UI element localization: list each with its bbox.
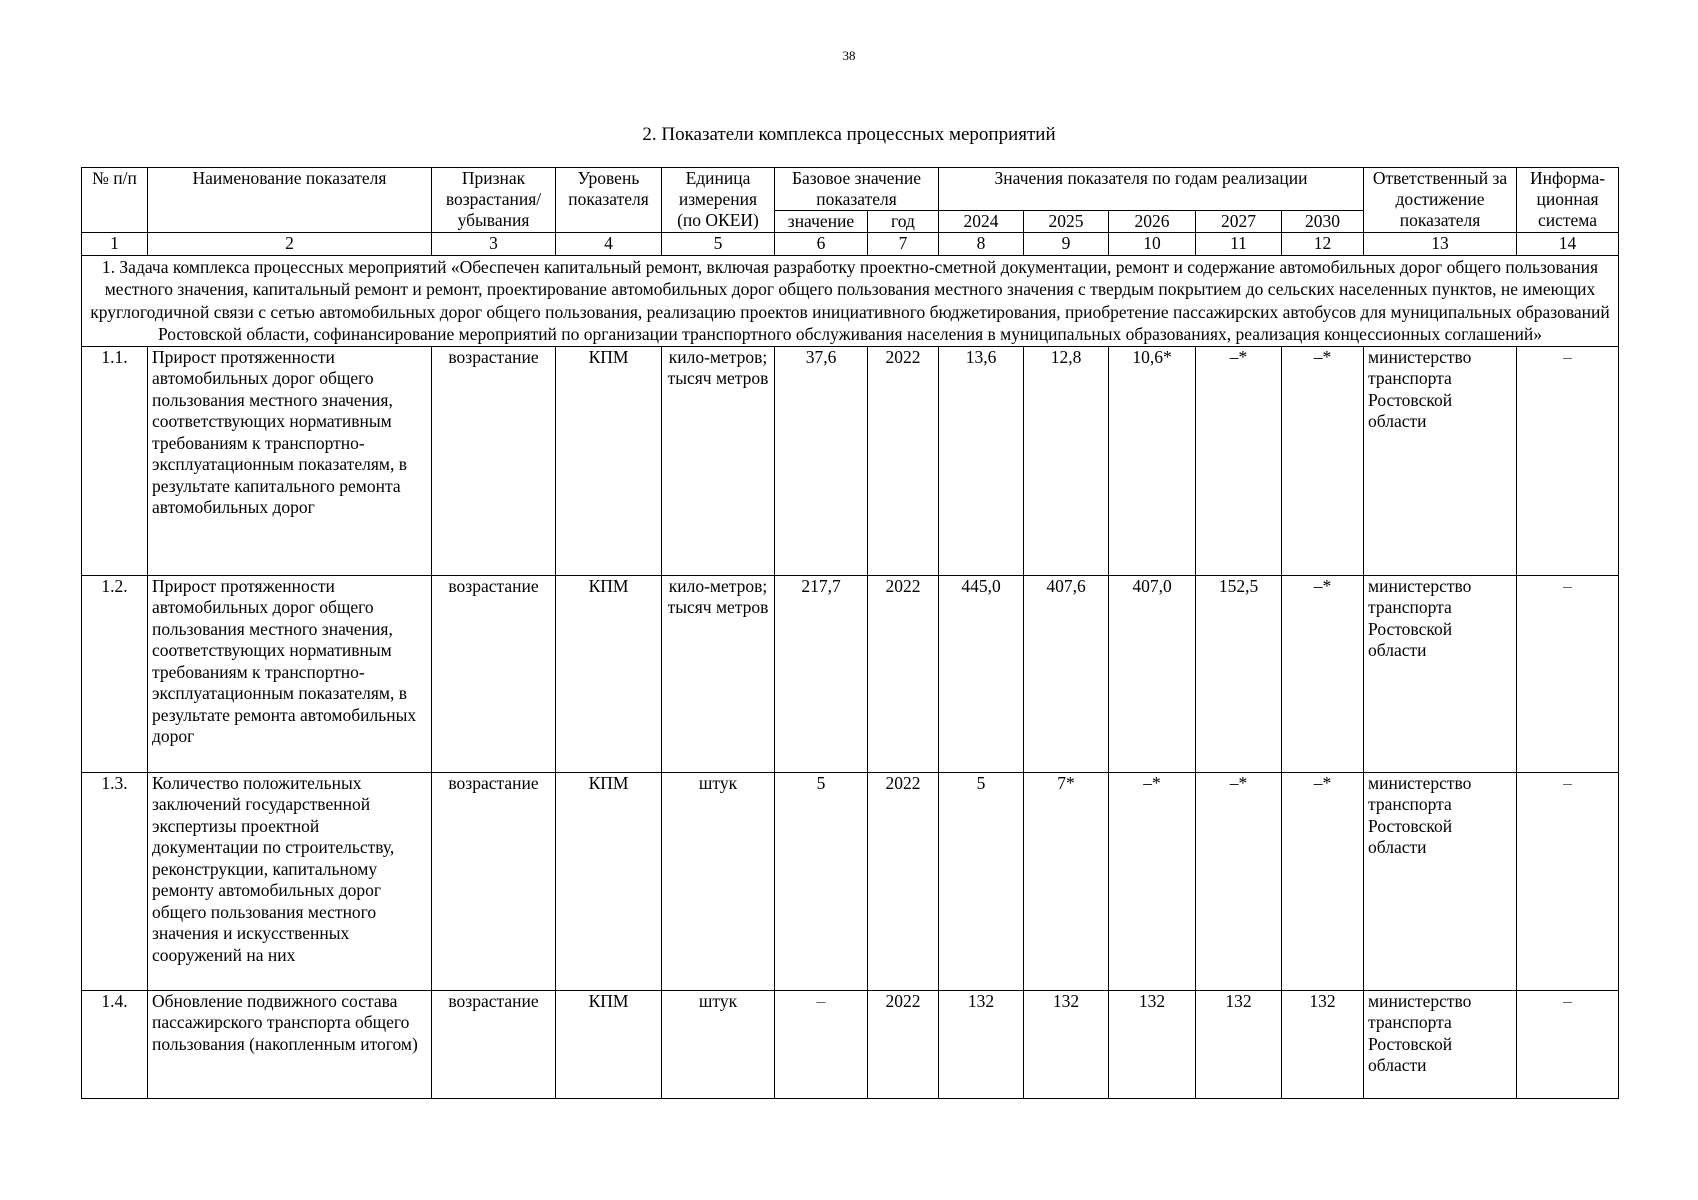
unit-cell: штук <box>662 772 775 990</box>
header-unit: Единица измерения (по ОКЕИ) <box>662 168 775 233</box>
column-number: 8 <box>939 233 1024 256</box>
page-number: 38 <box>842 48 856 63</box>
column-number: 14 <box>1517 233 1619 256</box>
table-row <box>82 575 1619 772</box>
header-values: Значения показателя по годам реализации <box>939 168 1364 211</box>
responsible-cell: министерство транспорта Ростовской области <box>1364 575 1517 772</box>
header-base-value: значение <box>775 211 868 233</box>
base-year-cell: 2022 <box>868 772 939 990</box>
value-2025-cell: 7* <box>1024 772 1109 990</box>
value-2024-cell: 445,0 <box>939 575 1024 772</box>
base-value-cell: 37,6 <box>775 346 868 575</box>
table-row <box>82 772 1619 990</box>
level-cell: КПМ <box>556 346 662 575</box>
value-2026-cell: 132 <box>1109 990 1196 1098</box>
row-number: 1.2. <box>82 575 148 772</box>
value-2025-cell: 407,6 <box>1024 575 1109 772</box>
column-number: 6 <box>775 233 868 256</box>
value-2024-cell: 13,6 <box>939 346 1024 575</box>
value-2030-cell: –* <box>1282 772 1364 990</box>
base-value-cell: – <box>775 990 868 1098</box>
value-2026-cell: –* <box>1109 772 1196 990</box>
column-number: 12 <box>1282 233 1364 256</box>
info-system-cell: – <box>1517 575 1619 772</box>
value-2030-cell: –* <box>1282 575 1364 772</box>
value-2030-cell: –* <box>1282 346 1364 575</box>
trend-cell: возрастание <box>432 575 556 772</box>
column-number: 11 <box>1196 233 1282 256</box>
unit-cell: штук <box>662 990 775 1098</box>
table-row <box>82 990 1619 1098</box>
header-row-top <box>82 168 1619 211</box>
column-number: 4 <box>556 233 662 256</box>
responsible-cell: министерство транспорта Ростовской области <box>1364 346 1517 575</box>
indicators-table <box>81 167 1619 1099</box>
header-level: Уровень показателя <box>556 168 662 233</box>
value-2024-cell: 5 <box>939 772 1024 990</box>
header-year-2026: 2026 <box>1109 211 1196 233</box>
header-year-2030: 2030 <box>1282 211 1364 233</box>
header-year-2025: 2025 <box>1024 211 1109 233</box>
column-number: 2 <box>148 233 432 256</box>
header-name: Наименование показателя <box>148 168 432 233</box>
value-2027-cell: 152,5 <box>1196 575 1282 772</box>
row-number: 1.4. <box>82 990 148 1098</box>
header-year-2024: 2024 <box>939 211 1024 233</box>
header-responsible: Ответственный за достижение показателя <box>1364 168 1517 233</box>
header-num: № п/п <box>82 168 148 233</box>
column-number: 5 <box>662 233 775 256</box>
level-cell: КПМ <box>556 772 662 990</box>
responsible-cell: министерство транспорта Ростовской области <box>1364 772 1517 990</box>
indicator-name: Прирост протяженности автомобильных дорог общего пользования местного значения, соответствующих нормативным требованиям к транспортно-эксплуатационным показателям, в результате капитального ремонта автомобильных дорог <box>148 346 432 575</box>
trend-cell: возрастание <box>432 772 556 990</box>
row-number: 1.1. <box>82 346 148 575</box>
level-cell: КПМ <box>556 990 662 1098</box>
column-number: 13 <box>1364 233 1517 256</box>
indicator-name: Прирост протяженности автомобильных дорог общего пользования местного значения, соответствующих нормативным требованиям к транспортно-эксплуатационным показателям, в результате ремонта автомобильных дорог <box>148 575 432 772</box>
column-number: 1 <box>82 233 148 256</box>
header-year-2027: 2027 <box>1196 211 1282 233</box>
base-value-cell: 217,7 <box>775 575 868 772</box>
task-description: 1. Задача комплекса процессных мероприятий «Обеспечен капитальный ремонт, включая разработку проектно-сметной документации, ремонт и содержание автомобильных дорог общего пользования местного значения, капитальный ремонт и ремонт, проектирование автомобильных дорог общего пользования местного значения с твердым покрытием до сельских населенных пунктов, не имеющих круглогодичной связи с сетью автомобильных дорог общего пользования, реализацию проектов инициативного бюджетирования, приобретение пассажирских автобусов для муниципальных образований Ростовской области, софинансирование мероприятий по организации транспортного обслуживания населения в муниципальных образованиях, реализация концессионных соглашений» <box>82 255 1619 346</box>
value-2027-cell: –* <box>1196 346 1282 575</box>
column-number: 7 <box>868 233 939 256</box>
base-year-cell: 2022 <box>868 346 939 575</box>
base-year-cell: 2022 <box>868 990 939 1098</box>
base-value-cell: 5 <box>775 772 868 990</box>
responsible-cell: министерство транспорта Ростовской области <box>1364 990 1517 1098</box>
trend-cell: возрастание <box>432 990 556 1098</box>
value-2025-cell: 132 <box>1024 990 1109 1098</box>
header-info-system: Информа- ционная система <box>1517 168 1619 233</box>
value-2026-cell: 407,0 <box>1109 575 1196 772</box>
value-2024-cell: 132 <box>939 990 1024 1098</box>
info-system-cell: – <box>1517 990 1619 1098</box>
row-number: 1.3. <box>82 772 148 990</box>
column-number: 3 <box>432 233 556 256</box>
column-number: 9 <box>1024 233 1109 256</box>
trend-cell: возрастание <box>432 346 556 575</box>
header-base: Базовое значение показателя <box>775 168 939 211</box>
value-2030-cell: 132 <box>1282 990 1364 1098</box>
level-cell: КПМ <box>556 575 662 772</box>
base-year-cell: 2022 <box>868 575 939 772</box>
value-2027-cell: –* <box>1196 772 1282 990</box>
info-system-cell: – <box>1517 772 1619 990</box>
header-trend: Признак возрастания/ убывания <box>432 168 556 233</box>
task-row <box>82 255 1619 346</box>
header-base-year: год <box>868 211 939 233</box>
indicator-name: Обновление подвижного состава пассажирского транспорта общего пользования (накопленным итогом) <box>148 990 432 1098</box>
column-number-row <box>82 233 1619 256</box>
value-2027-cell: 132 <box>1196 990 1282 1098</box>
info-system-cell: – <box>1517 346 1619 575</box>
unit-cell: кило-метров; тысяч метров <box>662 346 775 575</box>
unit-cell: кило-метров; тысяч метров <box>662 575 775 772</box>
document-title: 2. Показатели комплекса процессных мероприятий <box>642 124 1056 145</box>
value-2025-cell: 12,8 <box>1024 346 1109 575</box>
column-number: 10 <box>1109 233 1196 256</box>
value-2026-cell: 10,6* <box>1109 346 1196 575</box>
indicator-name: Количество положительных заключений государственной экспертизы проектной документации по строительству, реконструкции, капитальному ремонту автомобильных дорог общего пользования местного значения и искусственных сооружений на них <box>148 772 432 990</box>
table-row <box>82 346 1619 575</box>
